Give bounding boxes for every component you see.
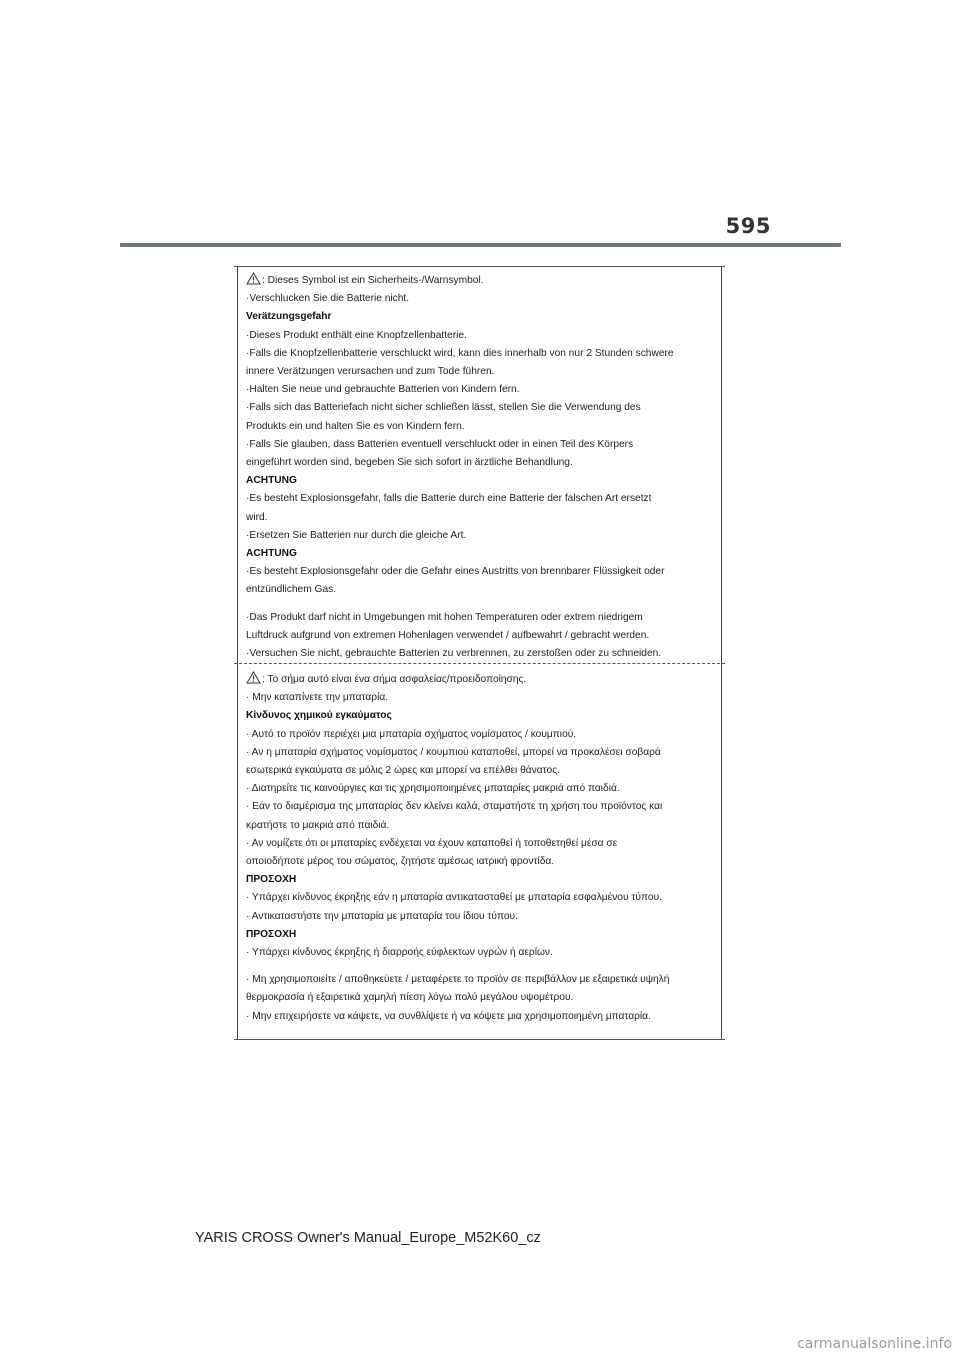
greek-warning-section — [246, 671, 713, 1026]
text-line: κρατήστε το μακριά από παιδιά. — [246, 819, 390, 831]
text-line: Luftdruck aufgrund von extremen Hohenlagen verwendet / aufbewahrt / gebracht werden. — [246, 629, 650, 641]
section-heading: ACHTUNG — [246, 475, 297, 487]
text-line: · Υπάρχει κίνδυνος έκρηξης ή διαρροής εύφλεκτων υγρών ή αερίων. — [246, 947, 553, 959]
text-line: · Υπάρχει κίνδυνος έκρηξης εάν η μπαταρία αντικατασταθεί με μπαταρία εσφαλμένου τύπου. — [246, 892, 662, 904]
text-line: · Μη χρησιμοποιείτε / αποθηκεύετε / μεταφέρετε το προϊόν σε περιβάλλον με εξαιρετικά υψηλή — [246, 974, 670, 986]
text-line: ·Falls sich das Batteriefach nicht sicher schließen lässt, stellen Sie die Verwendung des — [246, 402, 641, 414]
section-heading: ΠΡΟΣΟΧΗ — [246, 874, 297, 886]
text-line: Produkts ein und halten Sie es von Kindern fern. — [246, 420, 465, 432]
text-line: ·Es besteht Explosionsgefahr oder die Gefahr eines Austritts von brennbarer Flüssigkeit oder — [246, 566, 665, 578]
text-line: εσωτερικά εγκαύματα σε μόλις 2 ώρες και μπορεί να επέλθει θάνατος. — [246, 765, 560, 777]
page-number: 595 — [725, 214, 771, 238]
text-line: innere Verätzungen verursachen und zum Tode führen. — [246, 366, 495, 378]
text-line: ·Halten Sie neue und gebrauchte Batterien von Kindern fern. — [246, 384, 520, 396]
battery-warning-box — [237, 266, 722, 1040]
text-line: entzündlichem Gas. — [246, 584, 337, 596]
text-line: ·Dieses Produkt enthält eine Knopfzellenbatterie. — [246, 329, 467, 341]
text-line: ·Das Produkt darf nicht in Umgebungen mit hohen Temperaturen oder extrem niedrigem — [246, 611, 643, 623]
greek-symbol-text: : Το σήμα αυτό είναι ένα σήμα ασφαλείας/προειδοποίησης. — [262, 674, 527, 685]
text-line: ·Ersetzen Sie Batterien nur durch die gleiche Art. — [246, 529, 467, 541]
section-heading: Κίνδυνος χημικού εγκαύματος — [246, 710, 392, 722]
text-line: ·Falls Sie glauben, dass Batterien eventuell verschluckt oder in einen Teil des Körpers — [246, 438, 634, 450]
header-rule — [120, 243, 841, 247]
text-line: ·Falls die Knopfzellenbatterie verschluckt wird, kann dies innerhalb von nur 2 Stunden schwere — [246, 347, 674, 359]
text-line: · Αν νομίζετε ότι οι μπαταρίες ενδέχεται να έχουν καταποθεί ή τοποθετηθεί μέσα σε — [246, 837, 618, 849]
german-warning-section — [246, 272, 713, 663]
section-divider — [234, 663, 725, 664]
text-line: · Μην καταπίνετε την μπαταρία. — [246, 692, 389, 704]
text-line: wird. — [246, 511, 268, 523]
text-line: · Αν η μπαταρία σχήματος νομίσματος / κουμπιού καταποθεί, μπορεί να προκαλέσει σοβαρά — [246, 746, 661, 758]
footer-manual-title: YARIS CROSS Owner's Manual_Europe_M52K60_cz — [195, 1230, 541, 1246]
german-symbol-line — [246, 272, 713, 290]
greek-text-lines — [246, 689, 713, 1026]
section-heading: ACHTUNG — [246, 548, 297, 560]
german-text-lines — [246, 290, 713, 663]
watermark: carmanualsonline.info — [797, 1336, 952, 1352]
text-line: · Αυτό το προϊόν περιέχει μια μπαταρία σχήματος νομίσματος / κουμπιού. — [246, 728, 577, 740]
text-line: ·Es besteht Explosionsgefahr, falls die Batterie durch eine Batterie der falschen Art ersetzt — [246, 493, 652, 505]
section-heading: Verätzungsgefahr — [246, 311, 332, 323]
section-heading: ΠΡΟΣΟΧΗ — [246, 928, 297, 940]
text-line: θερμοκρασία ή εξαιρετικά χαμηλή πίεση λόγω πολύ μεγάλου υψομέτρου. — [246, 992, 574, 1004]
text-line: · Διατηρείτε τις καινούργιες και τις χρησιμοποιημένες μπαταρίες μακριά από παιδιά. — [246, 783, 620, 795]
text-line: · Μην επιχειρήσετε να κάψετε, να συνθλίψετε ή να κόψετε μια χρησιμοποιημένη μπαταρία. — [246, 1010, 651, 1022]
text-line: eingeführt worden sind, begeben Sie sich sofort in ärztliche Behandlung. — [246, 457, 573, 469]
text-line: ·Verschlucken Sie die Batterie nicht. — [246, 293, 410, 305]
warning-triangle-icon — [246, 272, 261, 285]
german-symbol-text: : Dieses Symbol ist ein Sicherheits-/Warnsymbol. — [262, 275, 484, 286]
greek-symbol-line — [246, 671, 713, 689]
warning-triangle-icon — [246, 671, 261, 684]
text-line: ·Versuchen Sie nicht, gebrauchte Batterien zu verbrennen, zu zerstoßen oder zu schneiden. — [246, 648, 662, 660]
text-line: · Εάν το διαμέρισμα της μπαταρίας δεν κλείνει καλά, σταματήστε τη χρήση του προϊόντος και — [246, 801, 663, 813]
text-line: · Αντικαταστήστε την μπαταρία με μπαταρία του ίδιου τύπου. — [246, 910, 518, 922]
text-line: οποιοδήποτε μέρος του σώματος, ζητήστε αμέσως ιατρική φροντίδα. — [246, 856, 555, 868]
